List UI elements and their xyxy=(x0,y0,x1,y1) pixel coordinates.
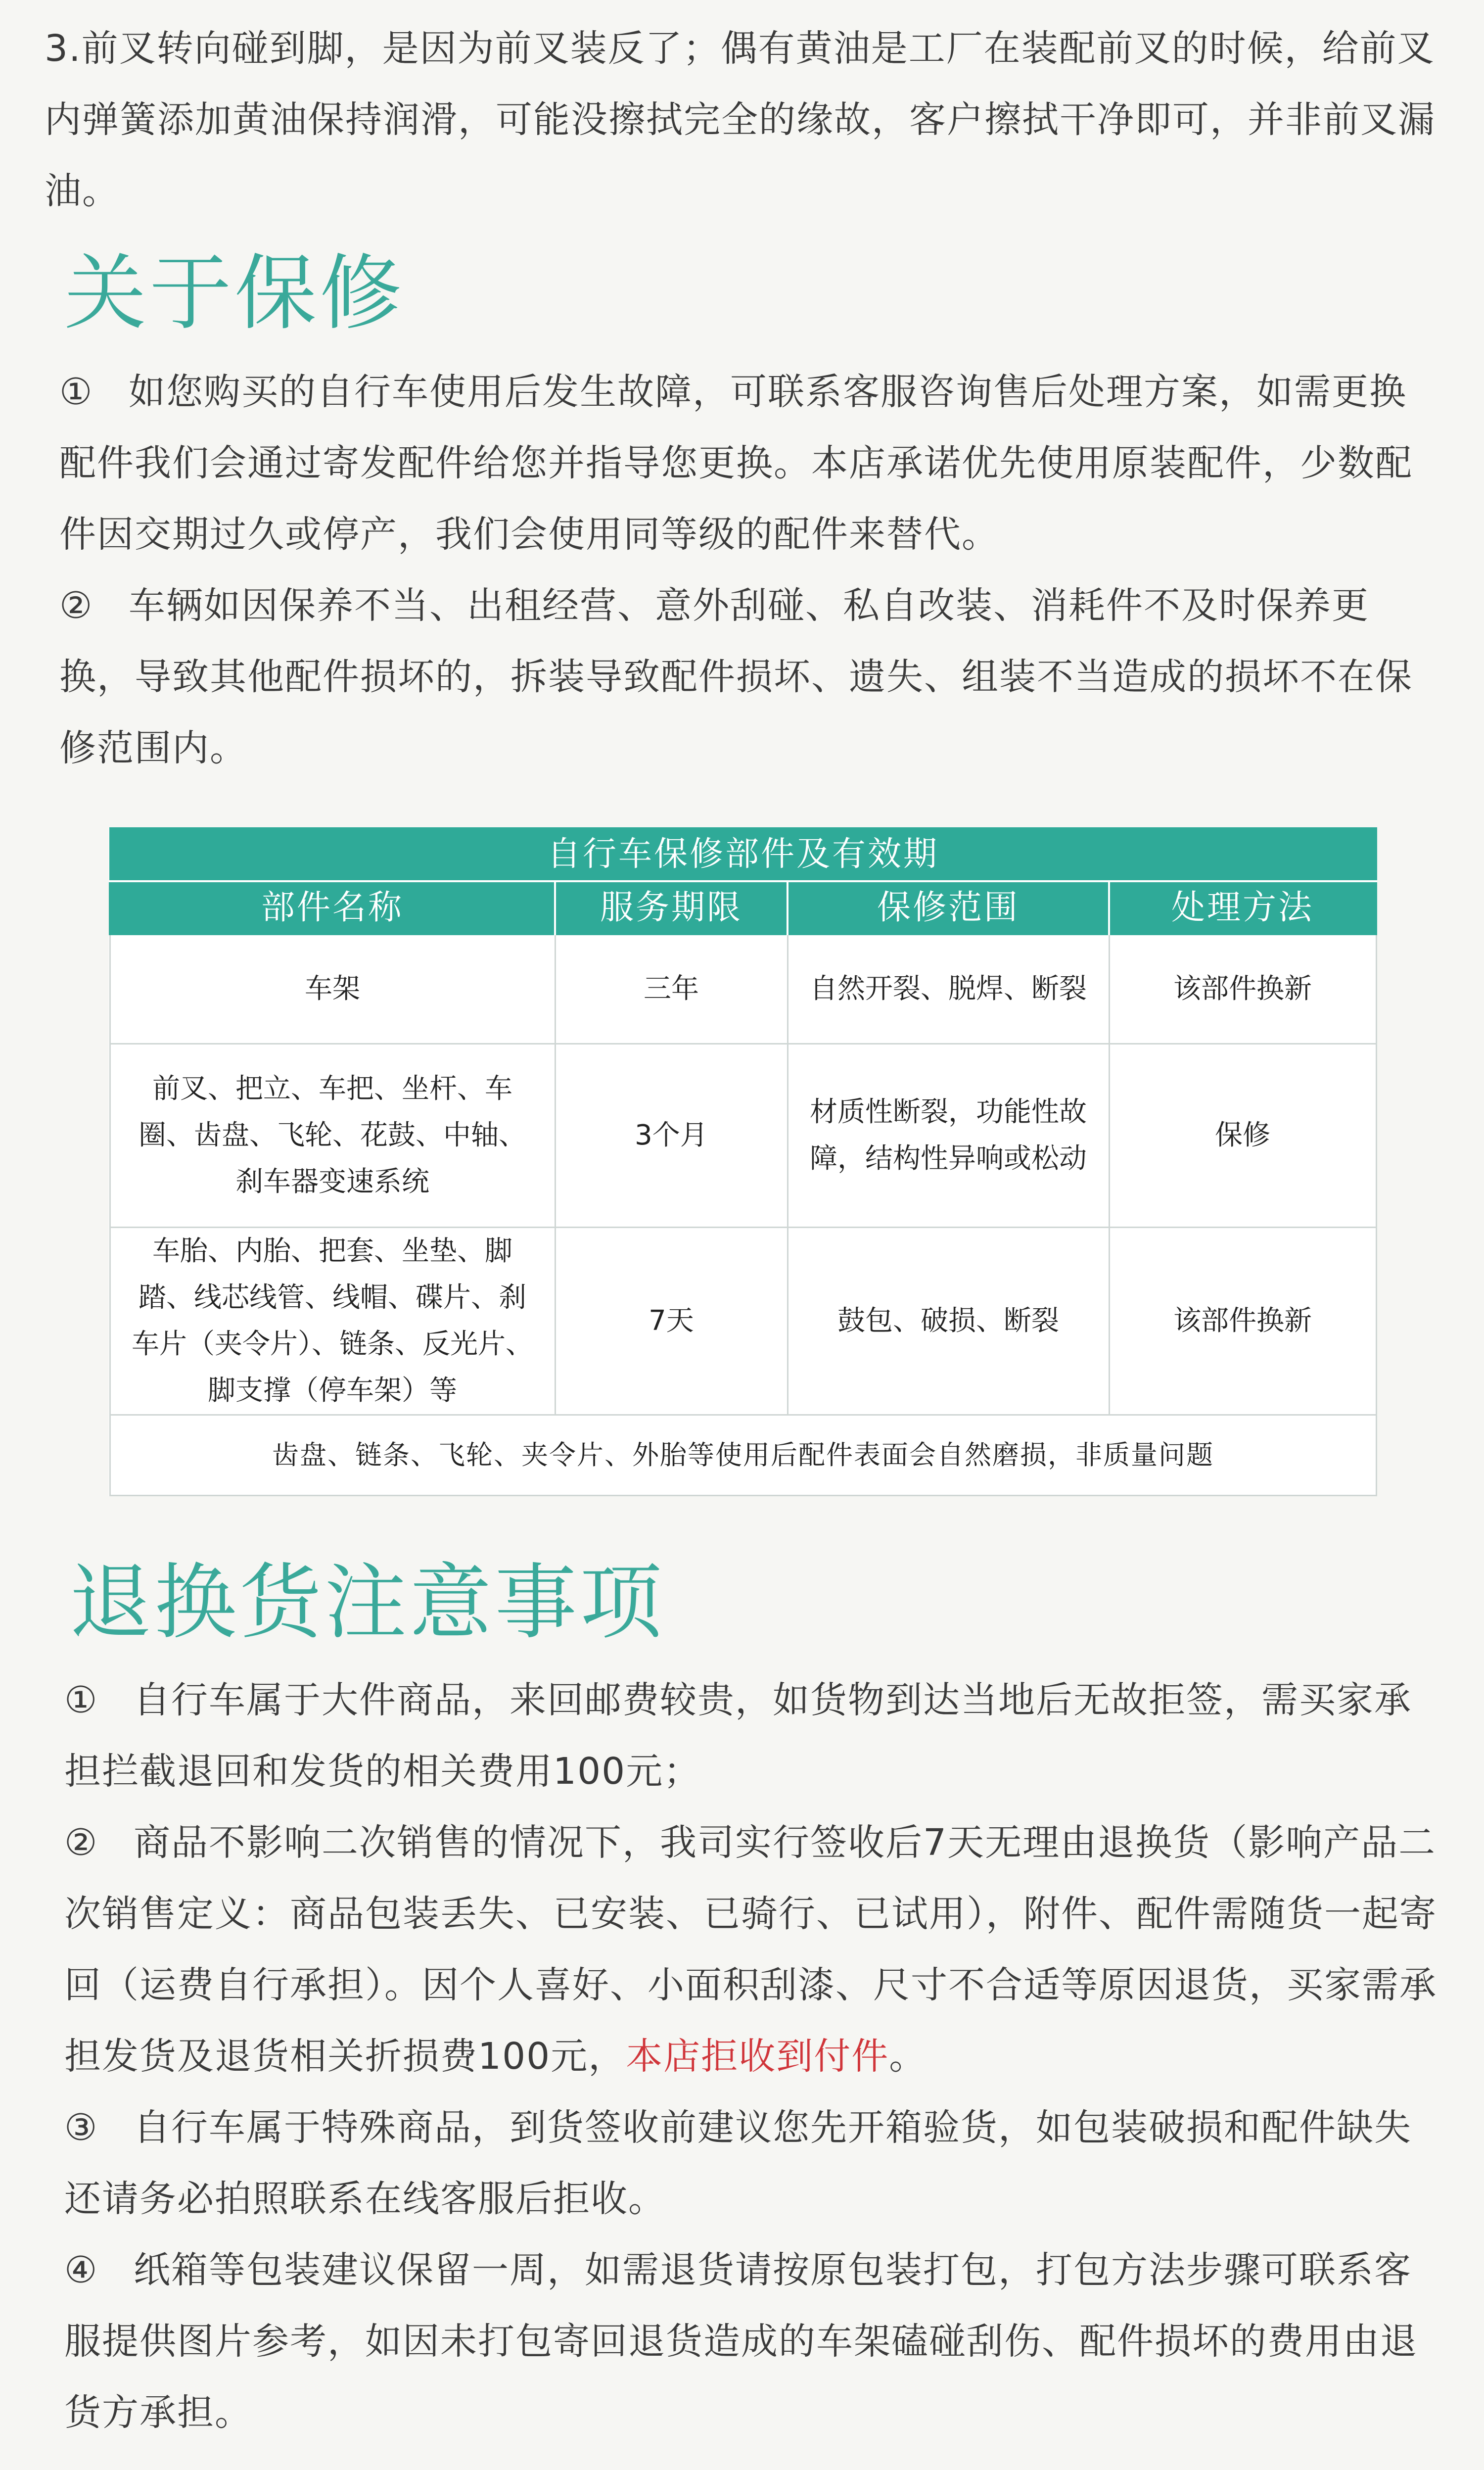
intro-paragraph: 3.前叉转向碰到脚，是因为前叉装反了；偶有黄油是工厂在装配前叉的时候，给前叉内弹簧添加黄油保持润滑，可能没擦拭完全的缘故，客户擦拭干净即可，并非前叉漏油。 xyxy=(45,27,1436,212)
table-header-period: 服务期限 xyxy=(555,881,788,935)
table-caption: 自行车保修部件及有效期 xyxy=(110,828,1376,882)
item-text-tail: 。 xyxy=(889,2035,927,2078)
table-header-method: 处理方法 xyxy=(1109,881,1376,935)
refuse-cod-notice: 本店拒收到付件 xyxy=(626,2035,889,2078)
returns-item-2 xyxy=(64,1807,1439,2092)
item-text: 如您购买的自行车使用后发生故障，可联系客服咨询售后处理方案，如需更换配件我们会通过寄发配件给您并指导您更换。本店承诺优先使用原装配件，少数配件因交期过久或停产，我们会使用同等级的配件来替代。 xyxy=(59,371,1413,556)
table-cell-scope: 材质性断裂，功能性故障，结构性异响或松动 xyxy=(788,1044,1109,1228)
warranty-table xyxy=(109,827,1377,1496)
table-cell-period: 7天 xyxy=(555,1228,788,1415)
item-number: ② xyxy=(64,1821,98,1864)
table-cell-scope: 自然开裂、脱焊、断裂 xyxy=(788,935,1109,1044)
item-text: 自行车属于特殊商品，到货签收前建议您先开箱验货，如包装破损和配件缺失还请务必拍照联系在线客服后拒收。 xyxy=(64,2106,1412,2220)
table-cell-parts: 前叉、把立、车把、坐杆、车圈、齿盘、飞轮、花鼓、中轴、刹车器变速系统 xyxy=(110,1044,555,1228)
item-text: 自行车属于大件商品，来回邮费较贵，如货物到达当地后无故拒签，需买家承担拦截退回和发货的相关费用100元； xyxy=(64,1679,1412,1793)
table-cell-parts: 车胎、内胎、把套、坐垫、脚踏、线芯线管、线帽、碟片、刹车片（夹令片）、链条、反光片、脚支撑（停车架）等 xyxy=(110,1228,555,1415)
item-number: ② xyxy=(59,584,93,627)
table-cell-method: 该部件换新 xyxy=(1109,1228,1376,1415)
item-text: 商品不影响二次销售的情况下，我司实行签收后7天无理由退换货（影响产品二次销售定义：商品包装丢失、已安装、已骑行、已试用），附件、配件需随货一起寄回（运费自行承担）。因个人喜好、小面积刮漆、尺寸不合适等原因退货，买家需承担发货及退货相关折损费100元， xyxy=(64,1821,1437,2078)
returns-item-1 xyxy=(64,1664,1439,1807)
warranty-title: 关于保修 xyxy=(64,246,405,341)
warranty-item-2 xyxy=(59,570,1435,784)
table-cell-period: 三年 xyxy=(555,935,788,1044)
table-cell-period: 3个月 xyxy=(555,1044,788,1228)
table-header-scope: 保修范围 xyxy=(788,881,1109,935)
item-text: 纸箱等包装建议保留一周，如需退货请按原包装打包，打包方法步骤可联系客服提供图片参考，如因未打包寄回退货造成的车架磕碰刮伤、配件损坏的费用由退货方承担。 xyxy=(64,2249,1418,2434)
item-number: ① xyxy=(64,1679,98,1721)
returns-item-4 xyxy=(64,2234,1439,2448)
item-number: ① xyxy=(59,371,93,413)
item-number: ③ xyxy=(64,2106,98,2149)
table-header-parts: 部件名称 xyxy=(110,881,555,935)
table-note: 齿盘、链条、飞轮、夹令片、外胎等使用后配件表面会自然磨损，非质量问题 xyxy=(110,1415,1376,1496)
warranty-item-1 xyxy=(59,356,1435,570)
item-number: ④ xyxy=(64,2249,98,2291)
table-cell-scope: 鼓包、破损、断裂 xyxy=(788,1228,1109,1415)
table-note-row xyxy=(110,1415,1376,1496)
returns-item-3 xyxy=(64,2092,1439,2234)
table-row xyxy=(110,935,1376,1044)
table-cell-method: 保修 xyxy=(1109,1044,1376,1228)
table-row xyxy=(110,1228,1376,1415)
table-row xyxy=(110,1044,1376,1228)
item-text: 车辆如因保养不当、出租经营、意外刮碰、私自改装、消耗件不及时保养更换，导致其他配件损坏的，拆装导致配件损坏、遗失、组装不当造成的损坏不在保修范围内。 xyxy=(59,584,1413,769)
table-cell-method: 该部件换新 xyxy=(1109,935,1376,1044)
returns-title: 退换货注意事项 xyxy=(69,1555,665,1651)
table-cell-parts: 车架 xyxy=(110,935,555,1044)
